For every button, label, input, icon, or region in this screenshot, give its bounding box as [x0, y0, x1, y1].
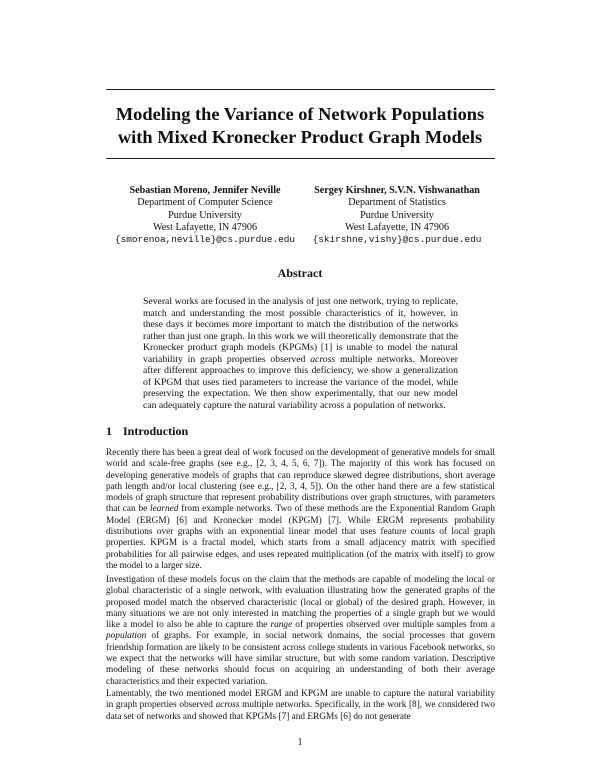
- author-university: Purdue University: [168, 209, 242, 221]
- emphasis: learned: [150, 504, 179, 515]
- author-block-1: [110, 185, 300, 246]
- emphasis: across: [215, 700, 240, 711]
- author-city: West Lafayette, IN 47906: [152, 221, 257, 233]
- intro-paragraph-2: Investigation of these models focus on the claim that the methods are capable of modeling the local or global characteristic of a single network, with evaluation illustrating how the generated graphs of the proposed model match the observed characteristic (local or global) of the desired graph. However, in many situations we are not only interested in matching the properties of a single graph but we would like a model to also be able to capture the range of properties observed over multiple samples from a population of graphs. For example, in social network domains, the social processes that govern friendship formation are likely to be consistent across college students in various Facebook networks, so we expect that the networks will have similar structure, but with some random variation. Descriptive modeling of these networks should focus on acquiring an understanding of both their average characteristics and their expected variation.: [106, 575, 495, 687]
- paper-title: [60, 103, 540, 149]
- abstract-heading: Abstract: [277, 266, 323, 280]
- title-line-1: Modeling the Variance of Network Populations: [115, 104, 485, 124]
- section-number: 1: [106, 424, 112, 438]
- page-number: 1: [297, 737, 303, 748]
- author-department: Department of Statistics: [348, 197, 446, 209]
- abstract-text: Several works are focused in the analysis of just one network, trying to replicate, match and understanding the most possible characteristics of it, however, in these days it becomes more important to match the distribution of the networks rather than just one graph. In this work we will theoretically demonstrate that the Kronecker product graph models (KPGMs) [1] is unable to model the natural variability in graph properties observed across multiple networks. Moreover after different approaches to improve this deficiency, we show a generalization of KPGM that uses tied parameters to increase the variance of the model, while preserving the expectation. We then show experimentally, that our new model can adequately capture the natural variability across a population of networks.: [143, 296, 458, 411]
- emphasis: across: [310, 353, 336, 365]
- emphasis: population: [106, 631, 147, 642]
- author-email: {skirshne,vishy}@cs.purdue.edu: [312, 234, 482, 246]
- section-heading-introduction: [106, 424, 188, 439]
- author-city: West Lafayette, IN 47906: [344, 221, 449, 233]
- author-department: Department of Computer Science: [137, 197, 273, 209]
- author-names: Sergey Kirshner, S.V.N. Vishwanathan: [314, 185, 480, 196]
- title-line-2: with Mixed Kronecker Product Graph Models: [117, 127, 483, 147]
- top-rule: [106, 89, 495, 90]
- author-university: Purdue University: [360, 209, 434, 221]
- author-email: {smorenoa,neville}@cs.purdue.edu: [114, 234, 296, 246]
- section-title: Introduction: [123, 424, 189, 438]
- intro-paragraph-3: Lamentably, the two mentioned model ERGM and KPGM are unable to capture the natural variability in graph properties observed across multiple networks. Specifically, in the work [8], we considered two data set of networks and showed that KPGMs [7] and ERGMs [6] do not generate: [106, 689, 495, 722]
- author-names: Sebastian Moreno, Jennifer Neville: [129, 185, 281, 196]
- emphasis: range: [270, 620, 293, 631]
- intro-paragraph-1: Recently there has been a great deal of work focused on the development of generative models for small world and scale-free graphs (see e.g., [2, 3, 4, 5, 6, 7]). The majority of this work has focused on developing generative models of graphs that can reproduce skewed degree distributions, short average path length and/or local clustering (see e.g., [2, 3, 4, 5]). On the other hand there are a few statistical models of graph structure that represent probability distributions over graph structures, with parameters that can be learned from example networks. Two of these methods are the Exponential Random Graph Model (ERGM) [6] and Kronecker model (KPGM) [7]. While ERGM represents probability distributions over graphs with an exponential linear model that uses feature counts of local graph properties. KPGM is a fractal model, which starts from a small adjacency matrix with specified probabilities for all pairwise edges, and uses repeated multiplication (of the matrix with itself) to grow the model to a larger size.: [106, 448, 495, 571]
- author-block-2: [302, 185, 492, 246]
- title-rule: [106, 158, 495, 159]
